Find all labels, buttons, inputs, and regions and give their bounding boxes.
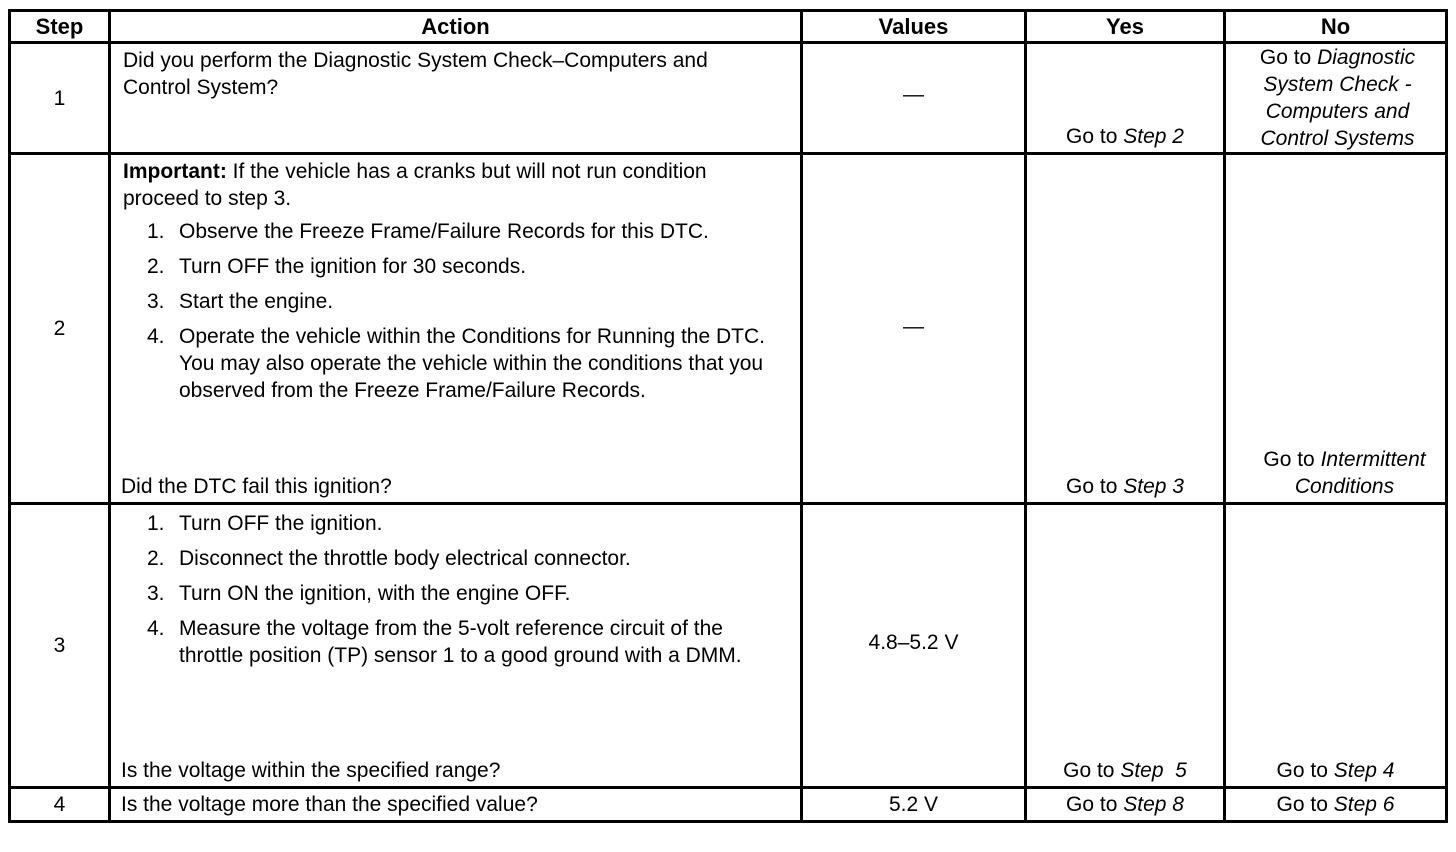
instruction-list xyxy=(123,218,792,404)
list-item: 2. Disconnect the throttle body electrical connector. xyxy=(147,547,631,570)
no-prefix: Go to xyxy=(1276,793,1334,816)
header-row xyxy=(10,11,1447,43)
step-number: 1 xyxy=(10,43,110,154)
action-cell xyxy=(110,154,802,504)
no-link[interactable] xyxy=(1226,446,1445,500)
yes-prefix: Go to xyxy=(1066,793,1124,816)
list-item: 1. Observe the Freeze Frame/Failure Records for this DTC. xyxy=(147,220,709,243)
action-text: Did you perform the Diagnostic System Check–Computers and Control System? xyxy=(123,49,708,99)
no-link[interactable] xyxy=(1226,44,1445,152)
no-link[interactable] xyxy=(1277,793,1395,816)
value-cell: 5.2 V xyxy=(802,788,1026,822)
yes-cell xyxy=(1026,43,1225,154)
yes-target: Step 5 xyxy=(1120,759,1187,782)
no-target: Step 4 xyxy=(1333,759,1395,782)
action-cell xyxy=(110,504,802,788)
action-cell xyxy=(110,788,802,822)
question-text: Did the DTC fail this ignition? xyxy=(121,475,392,498)
no-link[interactable] xyxy=(1226,757,1445,784)
yes-target: Step 8 xyxy=(1123,793,1184,816)
step-number: 4 xyxy=(10,788,110,822)
important-label: Important: xyxy=(123,160,227,183)
no-cell xyxy=(1225,504,1447,788)
important-note xyxy=(123,158,792,212)
no-prefix: Go to xyxy=(1263,448,1321,471)
list-item: 1. Turn OFF the ignition. xyxy=(147,512,383,535)
yes-link[interactable] xyxy=(1066,793,1184,816)
no-target: Diagnostic System Check - Computers and Control Systems xyxy=(1260,46,1416,150)
list-item: 3. Turn ON the ignition, with the engine OFF. xyxy=(147,582,571,605)
instruction-list xyxy=(123,510,792,669)
table-row xyxy=(10,788,1447,822)
no-prefix: Go to xyxy=(1276,759,1334,782)
list-item: 4. Operate the vehicle within the Conditions for Running the DTC. You may also operate the vehicle within the conditions that you observed from the Freeze Frame/Failure Records. xyxy=(147,325,765,402)
important-text: If the vehicle has a cranks but will not run condition proceed to step 3. xyxy=(123,160,707,210)
value-cell: 4.8–5.2 V xyxy=(802,504,1026,788)
table-row xyxy=(10,504,1447,788)
header-step: Step xyxy=(10,11,110,43)
list-item: 3. Start the engine. xyxy=(147,290,334,313)
table-row xyxy=(10,43,1447,154)
yes-cell xyxy=(1026,504,1225,788)
yes-cell xyxy=(1026,154,1225,504)
yes-prefix: Go to xyxy=(1066,125,1124,148)
diagnostic-table xyxy=(8,9,1448,823)
header-values: Values xyxy=(802,11,1026,43)
value-cell: — xyxy=(802,154,1026,504)
question-text: Is the voltage within the specified range? xyxy=(121,759,501,782)
yes-link[interactable] xyxy=(1027,123,1223,150)
no-target: Intermittent Conditions xyxy=(1294,448,1426,498)
no-prefix: Go to xyxy=(1259,46,1318,69)
step-number: 2 xyxy=(10,154,110,504)
yes-target: Step 2 xyxy=(1123,125,1184,148)
yes-link[interactable] xyxy=(1027,473,1223,500)
yes-prefix: Go to xyxy=(1066,475,1124,498)
value-cell: — xyxy=(802,43,1026,154)
table-row xyxy=(10,154,1447,504)
list-item: 4. Measure the voltage from the 5-volt reference circuit of the throttle position (TP) sensor 1 to a good ground with a DMM. xyxy=(147,617,742,667)
no-target: Step 6 xyxy=(1333,793,1395,816)
header-no: No xyxy=(1225,11,1447,43)
yes-link[interactable] xyxy=(1027,757,1223,784)
action-text: Is the voltage more than the specified value? xyxy=(121,793,538,816)
step-number: 3 xyxy=(10,504,110,788)
list-item: 2. Turn OFF the ignition for 30 seconds. xyxy=(147,255,527,278)
header-action: Action xyxy=(110,11,802,43)
no-cell xyxy=(1225,154,1447,504)
no-cell xyxy=(1225,788,1447,822)
no-cell xyxy=(1225,43,1447,154)
yes-cell xyxy=(1026,788,1225,822)
yes-prefix: Go to xyxy=(1063,759,1121,782)
header-yes: Yes xyxy=(1026,11,1225,43)
action-cell xyxy=(110,43,802,154)
yes-target: Step 3 xyxy=(1123,475,1184,498)
